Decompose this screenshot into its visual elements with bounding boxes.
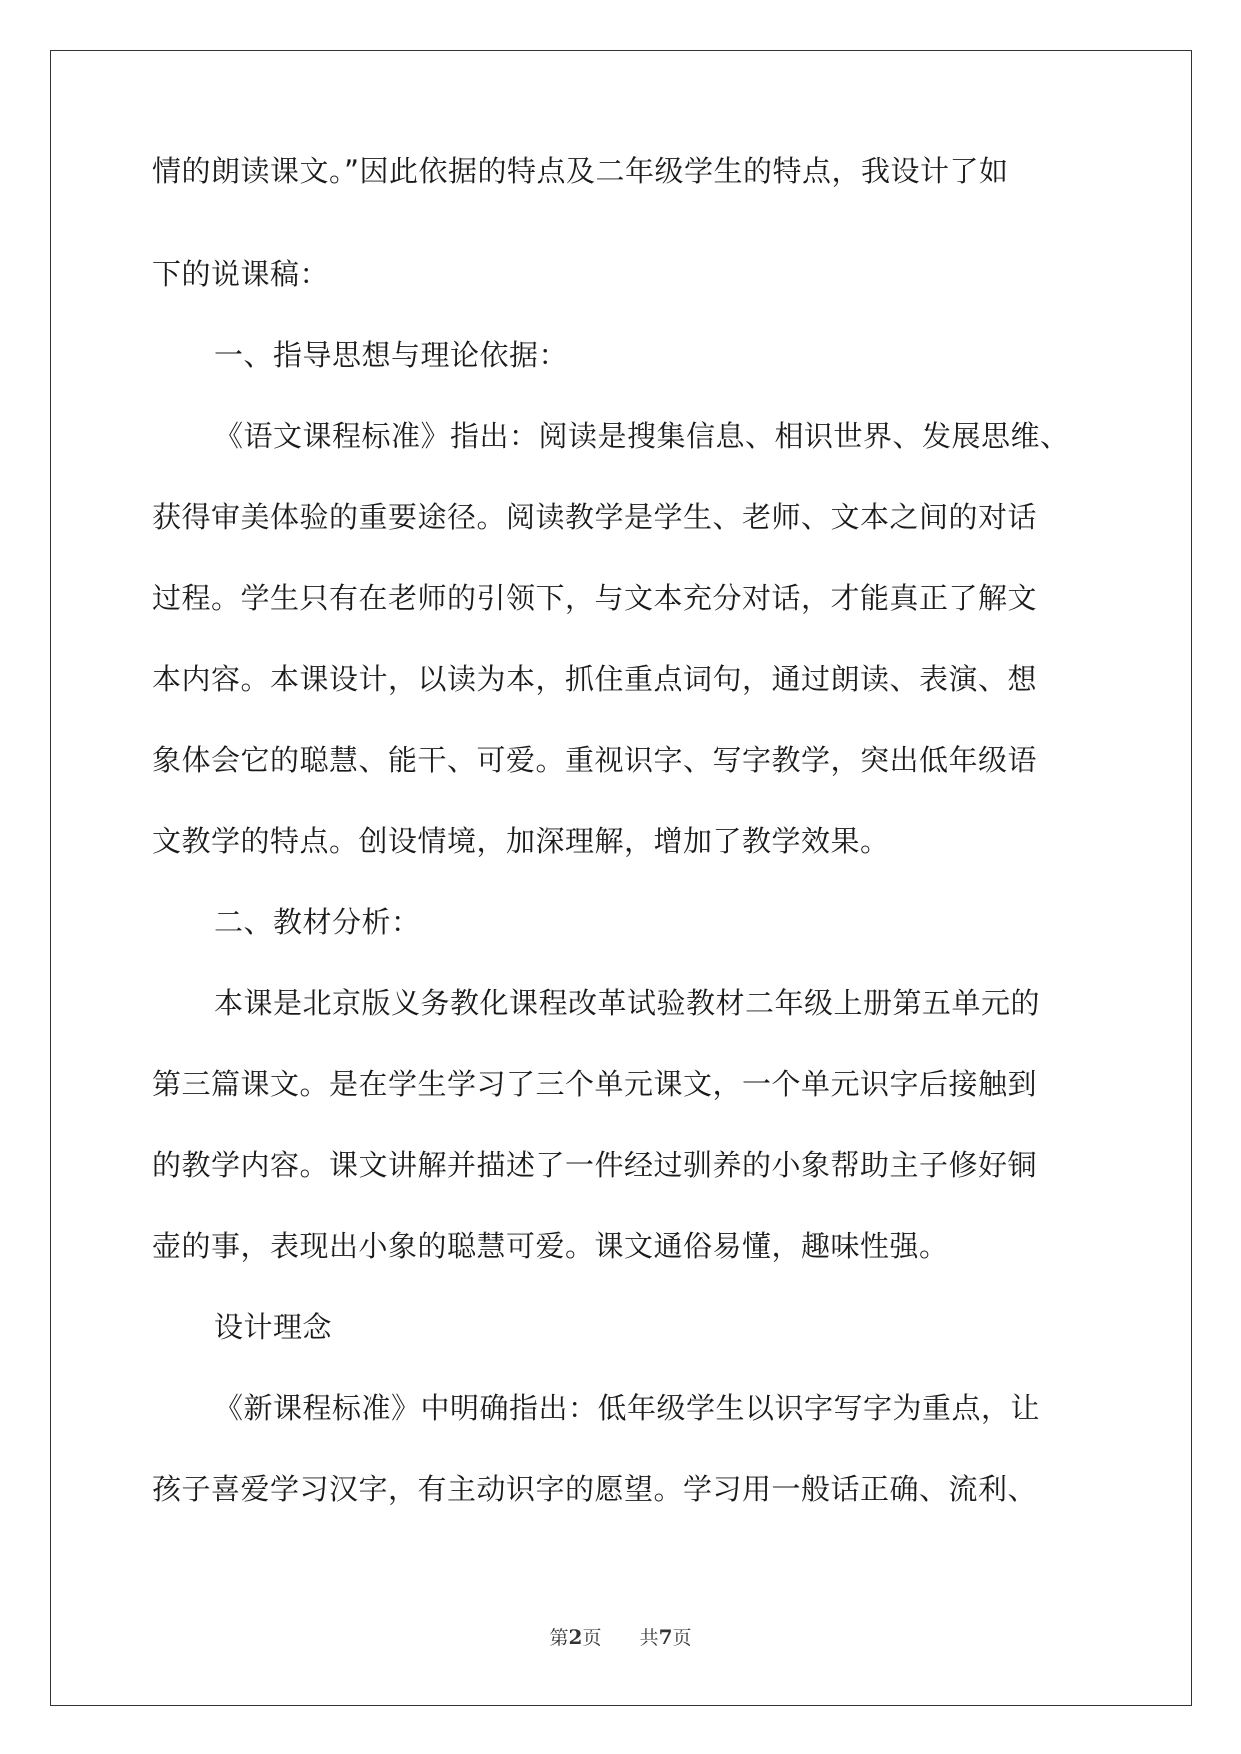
- page-suffix: 页: [582, 1627, 602, 1649]
- section-heading: 一、指导思想与理论依据：: [214, 338, 569, 372]
- paragraph-line: 的教学内容。课文讲解并描述了一件经过驯养的小象帮助主子修好铜: [152, 1148, 1038, 1182]
- page-prefix: 第: [549, 1627, 569, 1649]
- total-pages: 7: [658, 1625, 673, 1649]
- page-indicator: [550, 1627, 608, 1649]
- paragraph-line: 获得审美体验的重要途径。阅读教学是学生、老师、文本之间的对话: [152, 500, 1038, 534]
- paragraph-line: 象体会它的聪慧、能干、可爱。重视识字、写字教学，突出低年级语: [152, 743, 1038, 777]
- total-suffix: 页: [672, 1627, 692, 1649]
- paragraph-line: 本内容。本课设计，以读为本，抓住重点词句，通过朗读、表演、想: [152, 662, 1038, 696]
- paragraph-line: 《新课程标准》中明确指出：低年级学生以识字写字为重点，让: [214, 1391, 1041, 1425]
- paragraph-line: 第三篇课文。是在学生学习了三个单元课文，一个单元识字后接触到: [152, 1067, 1038, 1101]
- paragraph-line: 下的说课稿：: [152, 257, 330, 291]
- paragraph-line: 孩子喜爱学习汉字，有主动识字的愿望。学习用一般话正确、流利、: [152, 1472, 1038, 1506]
- paragraph-line: 壶的事，表现出小象的聪慧可爱。课文通俗易懂，趣味性强。: [152, 1229, 949, 1263]
- paragraph-line: 过程。学生只有在老师的引领下，与文本充分对话，才能真正了解文: [152, 581, 1038, 615]
- section-heading: 二、教材分析：: [214, 905, 421, 939]
- page-number: 2: [568, 1625, 583, 1649]
- section-heading: 设计理念: [214, 1310, 333, 1344]
- total-pages-indicator: [640, 1627, 692, 1649]
- page-footer: [0, 1623, 1241, 1650]
- document-body: [152, 153, 1092, 1530]
- paragraph-line: 本课是北京版义务教化课程改革试验教材二年级上册第五单元的: [214, 986, 1041, 1020]
- paragraph-line: 文教学的特点。创设情境，加深理解，增加了教学效果。: [152, 824, 890, 858]
- total-prefix: 共: [639, 1627, 659, 1649]
- paragraph-line: 《语文课程标准》指出：阅读是搜集信息、相识世界、发展思维、: [214, 419, 1070, 453]
- paragraph-line: 情的朗读课文。”因此依据的特点及二年级学生的特点，我设计了如: [152, 154, 1009, 188]
